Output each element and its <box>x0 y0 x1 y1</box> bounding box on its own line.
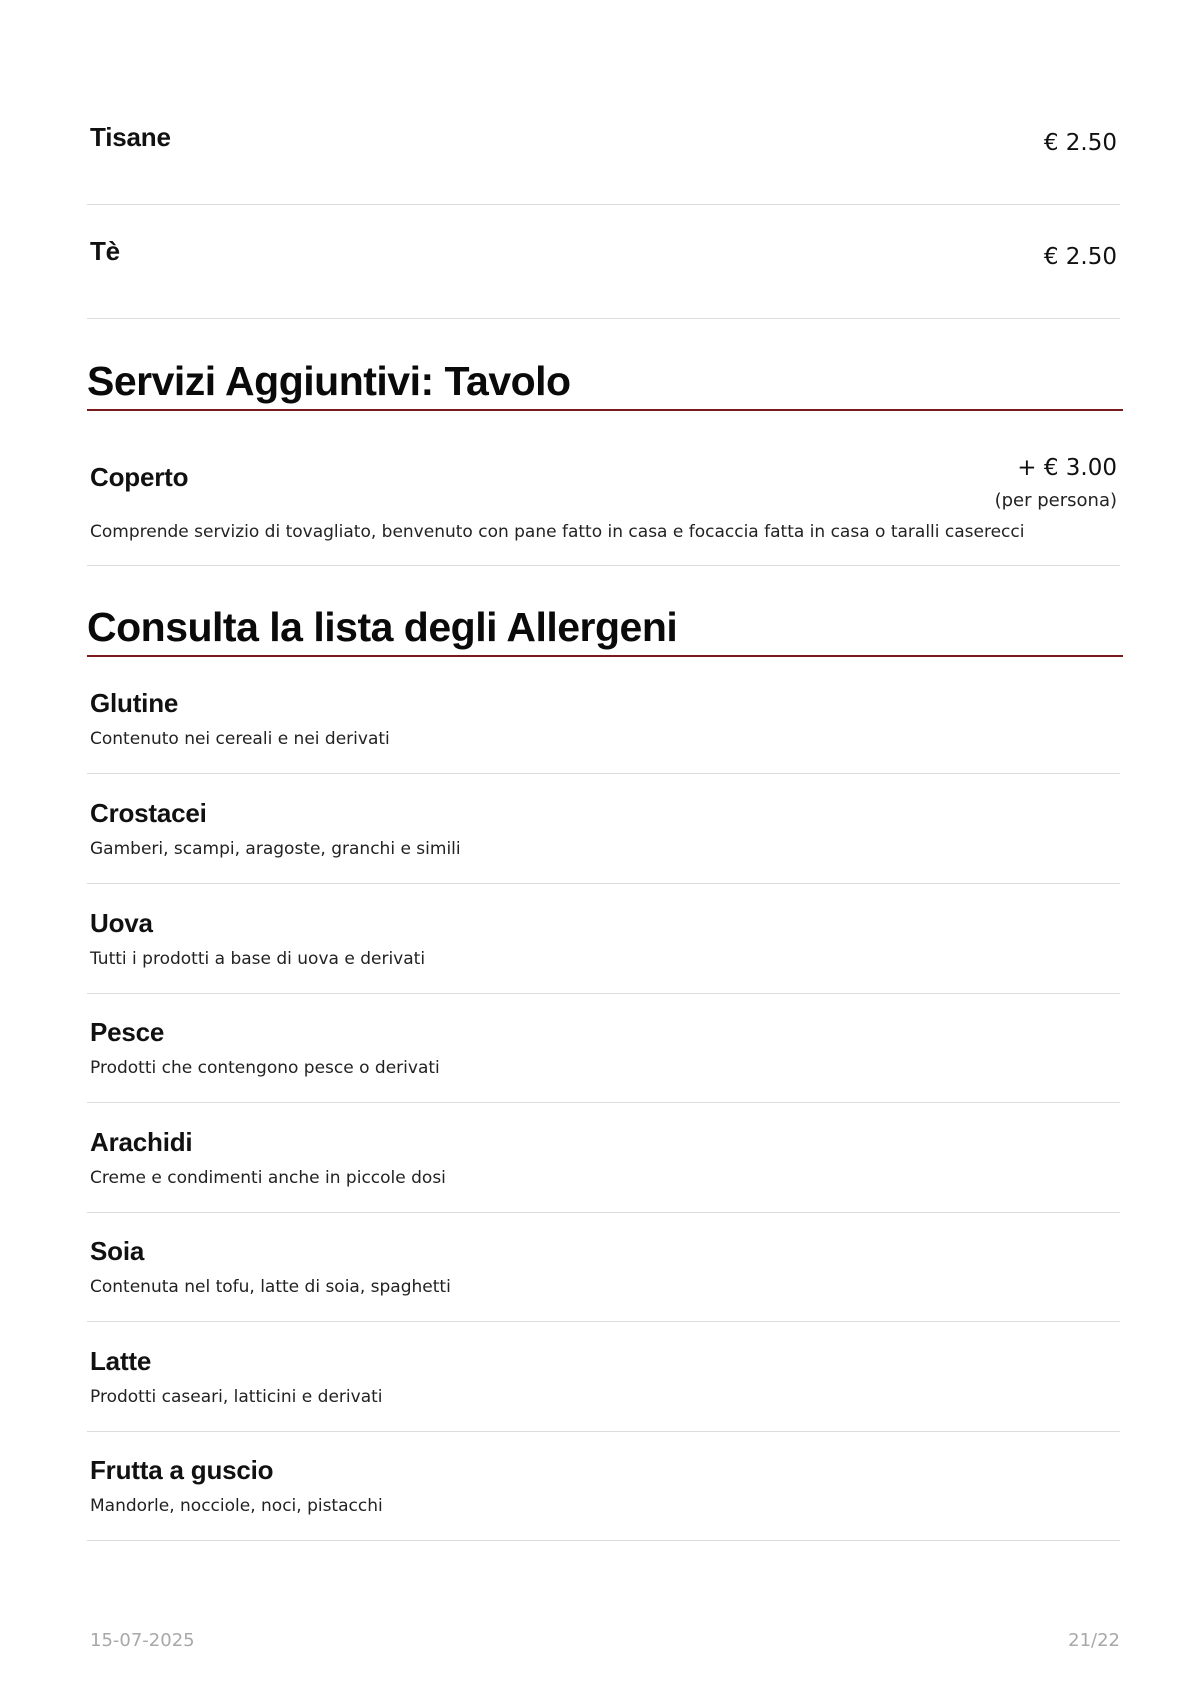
allergen-description: Gamberi, scampi, aragoste, granchi e simili <box>90 839 461 859</box>
allergen-description: Tutti i prodotti a base di uova e derivati <box>90 949 426 969</box>
allergen-description: Prodotti che contengono pesce o derivati <box>90 1058 440 1078</box>
menu-item-tisane <box>87 100 1120 205</box>
allergen-name: Soia <box>90 1236 145 1266</box>
allergen-item-frutta-a-guscio <box>87 1443 1120 1541</box>
item-description: Comprende servizio di tovagliato, benvenuto con pane fatto in casa e focaccia fatta in casa o taralli caserecci <box>90 522 1025 542</box>
item-price: € 2.50 <box>1043 244 1117 270</box>
allergen-description: Contenuta nel tofu, latte di soia, spaghetti <box>90 1277 451 1297</box>
allergen-description: Contenuto nei cereali e nei derivati <box>90 729 390 749</box>
item-price-unit: (per persona) <box>994 490 1117 511</box>
allergen-item-uova <box>87 896 1120 994</box>
footer-date: 15-07-2025 <box>90 1630 195 1651</box>
item-name: Coperto <box>90 462 189 492</box>
item-name: Tisane <box>90 122 171 152</box>
item-price: € 2.50 <box>1043 130 1117 156</box>
footer-page-number: 21/22 <box>1068 1630 1120 1651</box>
item-name: Tè <box>90 236 120 266</box>
menu-item-coperto <box>87 440 1120 566</box>
allergen-description: Creme e condimenti anche in piccole dosi <box>90 1168 446 1188</box>
allergen-description: Mandorle, nocciole, noci, pistacchi <box>90 1496 383 1516</box>
allergen-name: Frutta a guscio <box>90 1455 274 1485</box>
allergen-item-pesce <box>87 1005 1120 1103</box>
allergen-item-crostacei <box>87 786 1120 884</box>
item-price: + € 3.00 <box>1017 455 1117 481</box>
allergen-item-glutine <box>87 676 1120 774</box>
allergen-name: Uova <box>90 908 153 938</box>
allergen-item-latte <box>87 1334 1120 1432</box>
menu-item-te <box>87 214 1120 319</box>
allergen-description: Prodotti caseari, latticini e derivati <box>90 1387 383 1407</box>
allergen-item-arachidi <box>87 1115 1120 1213</box>
section-title-allergens: Consulta la lista degli Allergeni <box>87 604 1123 657</box>
allergen-item-soia <box>87 1224 1120 1322</box>
section-title-services: Servizi Aggiuntivi: Tavolo <box>87 358 1123 411</box>
allergen-name: Glutine <box>90 688 179 718</box>
allergen-name: Pesce <box>90 1017 165 1047</box>
allergen-name: Latte <box>90 1346 152 1376</box>
allergen-name: Crostacei <box>90 798 207 828</box>
allergen-name: Arachidi <box>90 1127 193 1157</box>
